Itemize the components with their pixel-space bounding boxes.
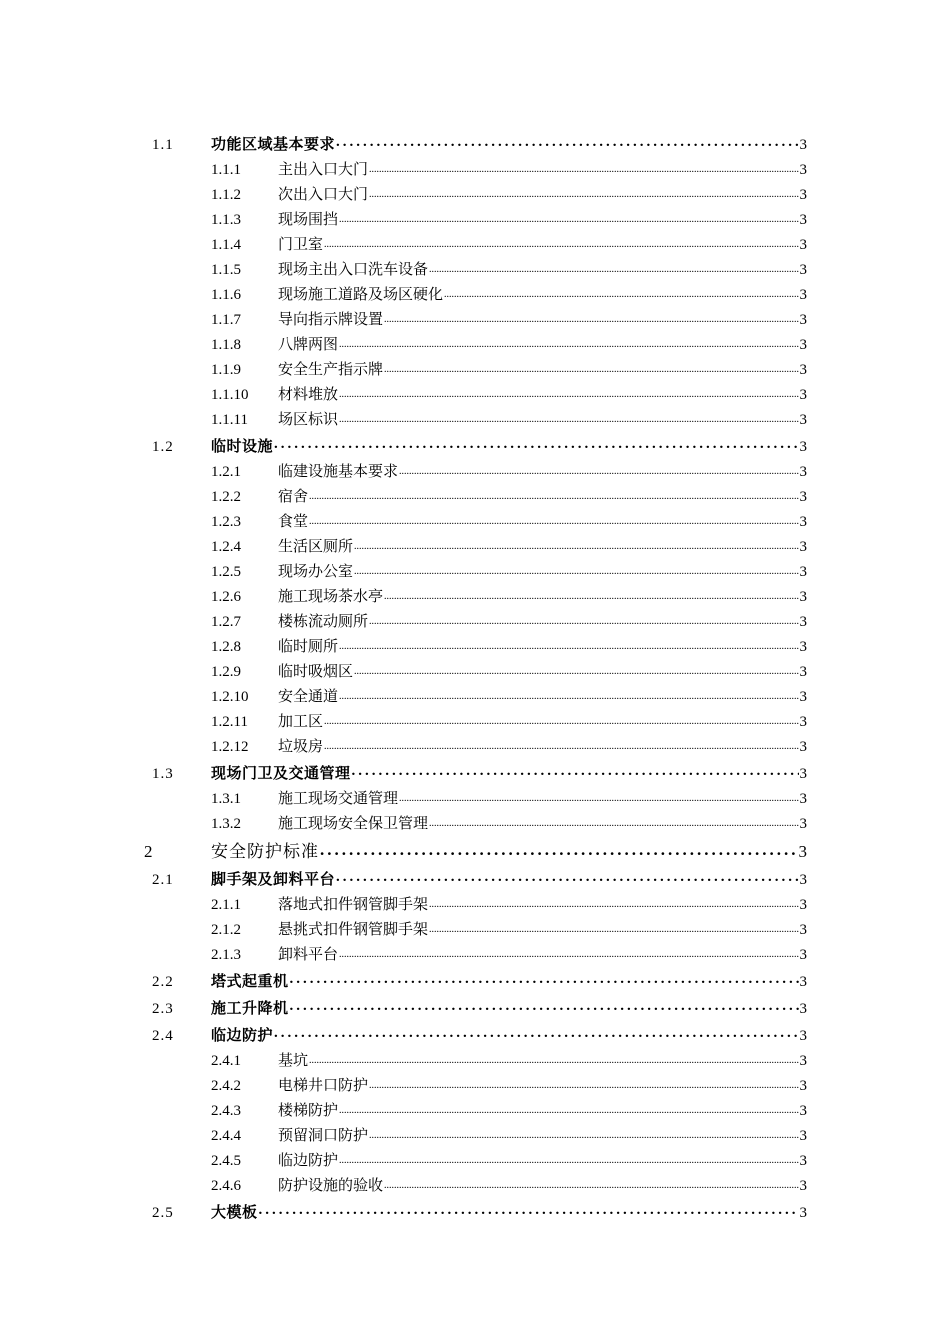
toc-entry[interactable]	[0, 456, 807, 481]
toc-number: 2.1.2	[211, 922, 241, 938]
toc-entry[interactable]	[0, 991, 807, 1018]
toc-page-number: 3	[799, 1028, 807, 1044]
toc-number: 1.1.6	[211, 287, 241, 303]
dot-leader	[399, 467, 798, 481]
toc-number: 1.1.3	[211, 212, 241, 228]
toc-entry[interactable]	[0, 1170, 807, 1195]
toc-title: 脚手架及卸料平台	[211, 872, 336, 888]
toc-entry[interactable]	[0, 531, 807, 556]
toc-entry[interactable]	[0, 1195, 807, 1222]
toc-page-number: 3	[799, 312, 807, 328]
toc-number: 1.1.9	[211, 362, 241, 378]
dot-leader	[339, 692, 798, 706]
toc-title: 次出入口大门	[278, 187, 369, 203]
toc-number: 1.2.4	[211, 539, 241, 555]
toc-page-number: 3	[799, 791, 807, 807]
toc-entry[interactable]	[0, 656, 807, 681]
toc-entry[interactable]	[0, 254, 807, 279]
toc-title: 大模板	[211, 1205, 258, 1221]
toc-entry[interactable]	[0, 506, 807, 531]
toc-number: 2.3	[152, 1001, 174, 1017]
dot-leader	[429, 265, 798, 279]
toc-entry[interactable]	[0, 1120, 807, 1145]
toc-title: 材料堆放	[278, 387, 339, 403]
toc-entry[interactable]	[0, 1045, 807, 1070]
toc-title: 安全生产指示牌	[278, 362, 384, 378]
dot-leader	[384, 1181, 798, 1195]
toc-number: 1.2.1	[211, 464, 241, 480]
toc-number: 2.2	[152, 974, 174, 990]
toc-number: 1.2.10	[211, 689, 249, 705]
toc-title: 楼栋流动厕所	[278, 614, 369, 630]
toc-page-number: 3	[799, 162, 807, 178]
toc-page-number: 3	[799, 872, 807, 888]
toc-page-number: 3	[799, 974, 807, 990]
toc-title: 施工现场安全保卫管理	[278, 816, 429, 832]
toc-entry[interactable]	[0, 154, 807, 179]
toc-entry[interactable]	[0, 606, 807, 631]
toc-number: 2.1	[152, 872, 174, 888]
dot-leader	[339, 642, 798, 656]
toc-title: 食堂	[278, 514, 309, 530]
dot-leader	[336, 870, 798, 889]
dot-leader	[336, 135, 798, 154]
toc-number: 2.4	[152, 1028, 174, 1044]
toc-entry[interactable]	[0, 808, 807, 833]
dot-leader	[309, 1056, 798, 1070]
toc-entry[interactable]	[0, 706, 807, 731]
dot-leader	[352, 764, 799, 783]
toc-number: 2.1.1	[211, 897, 241, 913]
dot-leader	[259, 1203, 799, 1222]
toc-number: 1.2.9	[211, 664, 241, 680]
dot-leader	[324, 717, 798, 731]
dot-leader	[369, 165, 798, 179]
toc-entry[interactable]	[0, 404, 807, 429]
toc-number: 1.2.7	[211, 614, 241, 630]
toc-entry[interactable]	[0, 1070, 807, 1095]
toc-title: 门卫室	[278, 237, 324, 253]
dot-leader	[339, 415, 798, 429]
toc-page-number: 3	[799, 816, 807, 832]
toc-entry[interactable]	[0, 329, 807, 354]
toc-title: 现场门卫及交通管理	[211, 766, 351, 782]
toc-page-number: 3	[799, 412, 807, 428]
dot-leader	[339, 950, 798, 964]
toc-entry[interactable]	[0, 1018, 807, 1045]
toc-number: 1.1.2	[211, 187, 241, 203]
toc-title: 宿舍	[278, 489, 309, 505]
toc-number: 1.2.11	[211, 714, 248, 730]
toc-page-number: 3	[799, 1053, 807, 1069]
toc-title: 现场主出入口洗车设备	[278, 262, 429, 278]
toc-entry[interactable]	[0, 833, 807, 862]
toc-number: 2.4.3	[211, 1103, 241, 1119]
toc-page-number: 3	[799, 664, 807, 680]
toc-page-number: 3	[799, 539, 807, 555]
toc-page-number: 3	[799, 689, 807, 705]
dot-leader	[274, 437, 798, 456]
toc-number: 2.4.4	[211, 1128, 241, 1144]
toc-title: 现场施工道路及场区硬化	[278, 287, 444, 303]
dot-leader	[339, 340, 798, 354]
toc-page-number: 3	[799, 1078, 807, 1094]
toc-entry[interactable]	[0, 556, 807, 581]
toc-title: 生活区厕所	[278, 539, 354, 555]
toc-page-number: 3	[799, 614, 807, 630]
toc-entry[interactable]	[0, 379, 807, 404]
toc-page-number: 3	[799, 714, 807, 730]
dot-leader	[384, 365, 798, 379]
dot-leader	[320, 841, 798, 862]
toc-entry[interactable]	[0, 783, 807, 808]
toc-entry[interactable]	[0, 179, 807, 204]
toc-number: 1.2.5	[211, 564, 241, 580]
toc-title: 施工现场茶水亭	[278, 589, 384, 605]
toc-entry[interactable]	[0, 581, 807, 606]
dot-leader	[369, 617, 798, 631]
toc-number: 1.2.2	[211, 489, 241, 505]
toc-number: 1.1.8	[211, 337, 241, 353]
toc-number: 1.2.3	[211, 514, 241, 530]
toc-page-number: 3	[799, 187, 807, 203]
toc-title: 安全防护标准	[211, 842, 319, 861]
toc-number: 1.3.2	[211, 816, 241, 832]
toc-page-number: 3	[799, 564, 807, 580]
toc-page-number: 3	[799, 739, 807, 755]
toc-number: 1.3.1	[211, 791, 241, 807]
dot-leader	[354, 567, 798, 581]
toc-page-number: 3	[799, 947, 807, 963]
toc-title: 临时设施	[211, 439, 274, 455]
toc-title: 基坑	[278, 1053, 309, 1069]
dot-leader	[339, 215, 798, 229]
toc-number: 1.1.11	[211, 412, 248, 428]
toc-page-number: 3	[799, 514, 807, 530]
toc-title: 临时吸烟区	[278, 664, 354, 680]
toc-entry[interactable]	[0, 939, 807, 964]
toc-entry[interactable]	[0, 756, 807, 783]
toc-title: 塔式起重机	[211, 974, 289, 990]
toc-number: 2.4.6	[211, 1178, 241, 1194]
dot-leader	[384, 315, 798, 329]
toc-entry[interactable]	[0, 229, 807, 254]
toc-title: 现场办公室	[278, 564, 354, 580]
toc-number: 1.1.4	[211, 237, 241, 253]
toc-page-number: 3	[799, 1205, 807, 1221]
toc-number: 1.1.5	[211, 262, 241, 278]
toc-title: 楼梯防护	[278, 1103, 339, 1119]
toc-entry[interactable]	[0, 1145, 807, 1170]
toc-title: 功能区域基本要求	[211, 137, 336, 153]
toc-number: 1.1.1	[211, 162, 241, 178]
toc-entry[interactable]	[0, 481, 807, 506]
toc-title: 悬挑式扣件钢管脚手架	[278, 922, 429, 938]
toc-number: 2.5	[152, 1205, 174, 1221]
toc-title: 预留洞口防护	[278, 1128, 369, 1144]
dot-leader	[339, 1156, 798, 1170]
toc-number: 1.1	[152, 137, 174, 153]
toc-number: 1.2.12	[211, 739, 249, 755]
dot-leader	[429, 925, 798, 939]
toc-entry[interactable]	[0, 914, 807, 939]
toc-number: 2.4.5	[211, 1153, 241, 1169]
dot-leader	[339, 1106, 798, 1120]
toc-entry[interactable]	[0, 731, 807, 756]
dot-leader	[369, 1081, 798, 1095]
toc-number: 1.1.7	[211, 312, 241, 328]
dot-leader	[429, 819, 798, 833]
toc-title: 垃圾房	[278, 739, 324, 755]
toc-page-number: 3	[799, 1001, 807, 1017]
table-of-contents	[0, 127, 950, 1222]
toc-page-number: 3	[799, 1153, 807, 1169]
toc-page-number: 3	[799, 1178, 807, 1194]
toc-page-number: 3	[799, 362, 807, 378]
toc-page-number: 3	[799, 589, 807, 605]
toc-title: 现场围挡	[278, 212, 339, 228]
dot-leader	[399, 794, 798, 808]
toc-number: 1.3	[152, 766, 174, 782]
toc-title: 临时厕所	[278, 639, 339, 655]
toc-number: 2.4.2	[211, 1078, 241, 1094]
toc-title: 落地式扣件钢管脚手架	[278, 897, 429, 913]
dot-leader	[354, 667, 798, 681]
toc-page-number: 3	[799, 766, 807, 782]
toc-page-number: 3	[799, 639, 807, 655]
dot-leader	[309, 492, 798, 506]
toc-title: 临建设施基本要求	[278, 464, 399, 480]
toc-page-number: 3	[799, 1128, 807, 1144]
toc-entry[interactable]	[0, 681, 807, 706]
toc-entry[interactable]	[0, 279, 807, 304]
toc-title: 临边防护	[278, 1153, 339, 1169]
dot-leader	[354, 542, 798, 556]
toc-entry[interactable]	[0, 862, 807, 889]
toc-page-number: 3	[799, 897, 807, 913]
toc-title: 场区标识	[278, 412, 339, 428]
toc-page-number: 3	[799, 489, 807, 505]
toc-title: 施工升降机	[211, 1001, 289, 1017]
toc-title: 导向指示牌设置	[278, 312, 384, 328]
toc-page-number: 3	[799, 237, 807, 253]
toc-title: 安全通道	[278, 689, 339, 705]
toc-entry[interactable]	[0, 204, 807, 229]
toc-number: 1.1.10	[211, 387, 249, 403]
dot-leader	[290, 999, 799, 1018]
toc-entry[interactable]	[0, 889, 807, 914]
dot-leader	[274, 1026, 798, 1045]
dot-leader	[309, 517, 798, 531]
dot-leader	[324, 742, 798, 756]
toc-entry[interactable]	[0, 631, 807, 656]
dot-leader	[290, 972, 799, 991]
toc-title: 电梯井口防护	[278, 1078, 369, 1094]
toc-title: 施工现场交通管理	[278, 791, 399, 807]
toc-number: 2.4.1	[211, 1053, 241, 1069]
toc-entry[interactable]	[0, 304, 807, 329]
toc-page-number: 3	[799, 1103, 807, 1119]
toc-entry[interactable]	[0, 429, 807, 456]
toc-entry[interactable]	[0, 964, 807, 991]
toc-page-number: 3	[798, 842, 807, 861]
toc-number: 1.2	[152, 439, 174, 455]
dot-leader	[339, 390, 798, 404]
dot-leader	[369, 1131, 798, 1145]
toc-page-number: 3	[799, 212, 807, 228]
toc-page-number: 3	[799, 439, 807, 455]
toc-page-number: 3	[799, 922, 807, 938]
toc-entry[interactable]	[0, 127, 807, 154]
toc-title: 加工区	[278, 714, 324, 730]
toc-page-number: 3	[799, 137, 807, 153]
toc-number: 2	[144, 842, 153, 861]
toc-page-number: 3	[799, 287, 807, 303]
toc-entry[interactable]	[0, 354, 807, 379]
toc-page-number: 3	[799, 337, 807, 353]
dot-leader	[444, 290, 798, 304]
toc-title: 临边防护	[211, 1028, 274, 1044]
dot-leader	[324, 240, 798, 254]
toc-title: 八牌两图	[278, 337, 339, 353]
toc-number: 2.1.3	[211, 947, 241, 963]
dot-leader	[369, 190, 798, 204]
dot-leader	[384, 592, 798, 606]
toc-title: 防护设施的验收	[278, 1178, 384, 1194]
toc-number: 1.2.8	[211, 639, 241, 655]
toc-page-number: 3	[799, 464, 807, 480]
toc-number: 1.2.6	[211, 589, 241, 605]
toc-page-number: 3	[799, 262, 807, 278]
toc-title: 卸料平台	[278, 947, 339, 963]
toc-entry[interactable]	[0, 1095, 807, 1120]
toc-page-number: 3	[799, 387, 807, 403]
toc-title: 主出入口大门	[278, 162, 369, 178]
dot-leader	[429, 900, 798, 914]
